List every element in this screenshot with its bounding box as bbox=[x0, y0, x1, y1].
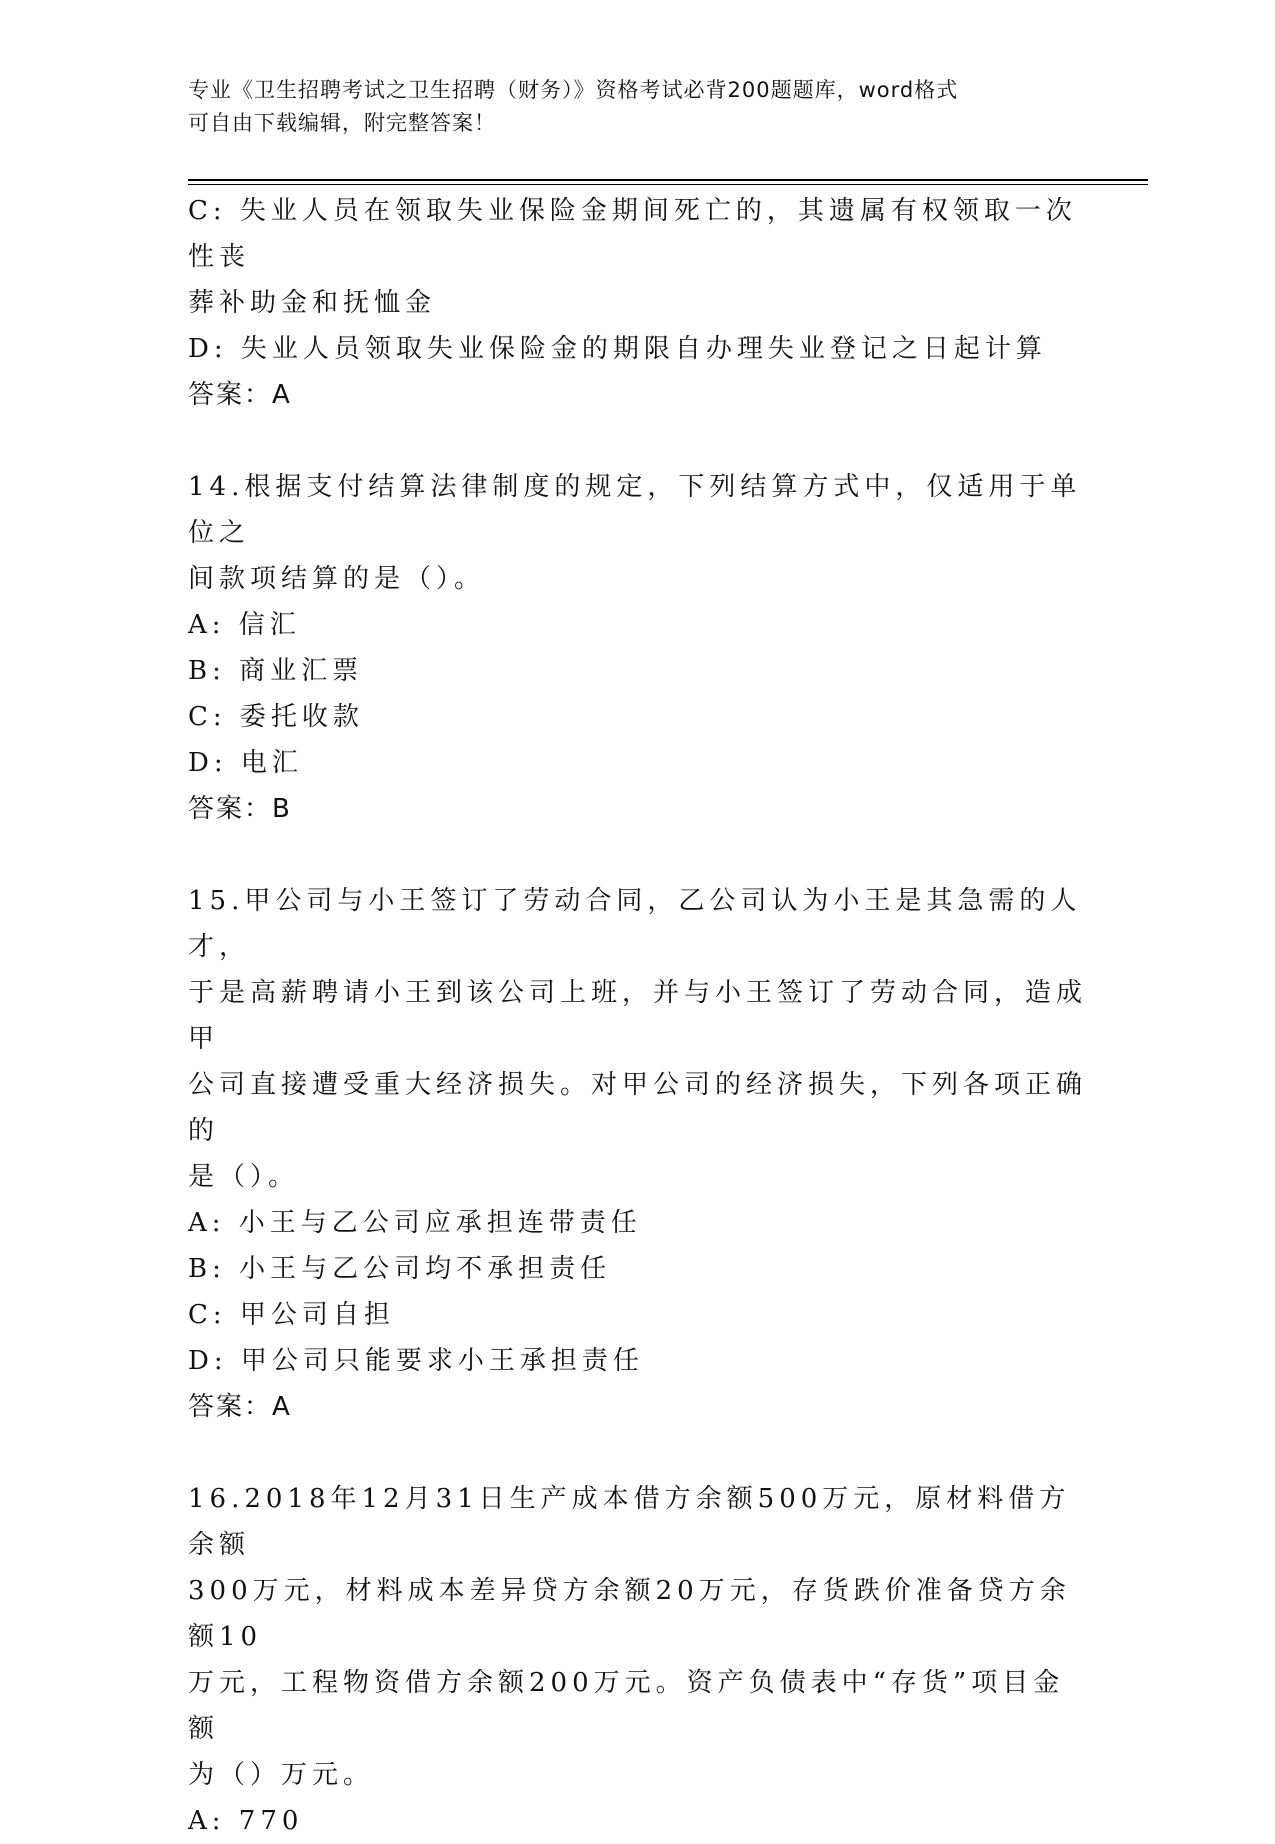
question-15 bbox=[188, 878, 1088, 1430]
option-c-line2: 葬补助金和抚恤金 bbox=[188, 288, 437, 318]
header-title-line1: 专业《卫生招聘考试之卫生招聘（财务）》资格考试必背200题题库，word格式 bbox=[188, 78, 959, 102]
option-d: D: 失业人员领取失业保险金的期限自办理失业登记之日起计算 bbox=[188, 334, 1047, 364]
question-stem-line4: 为（）万元。 bbox=[188, 1760, 375, 1790]
option-a: A: 小王与乙公司应承担连带责任 bbox=[188, 1208, 642, 1238]
question-stem-line2: 300万元，材料成本差异贷方余额20万元，存货跌价准备贷方余额10 bbox=[188, 1576, 1071, 1652]
option-c-line1: C: 失业人员在领取失业保险金期间死亡的，其遗属有权领取一次性丧 bbox=[188, 196, 1077, 272]
option-a: A: 信汇 bbox=[188, 610, 301, 640]
document-header bbox=[188, 74, 1088, 140]
question-stem-line4: 是（）。 bbox=[188, 1162, 300, 1192]
answer: 答案：B bbox=[188, 794, 292, 824]
question-stem-line1: 14.根据支付结算法律制度的规定，下列结算方式中，仅适用于单位之 bbox=[188, 472, 1082, 548]
header-title-line2: 可自由下载编辑，附完整答案！ bbox=[188, 111, 496, 135]
question-list bbox=[188, 188, 1088, 1844]
answer: 答案：A bbox=[188, 380, 292, 410]
option-b: B: 小王与乙公司均不承担责任 bbox=[188, 1254, 612, 1284]
spacer bbox=[188, 832, 1088, 878]
option-d: D: 甲公司只能要求小王承担责任 bbox=[188, 1346, 644, 1376]
option-d: D: 电汇 bbox=[188, 748, 303, 778]
question-stem-line1: 16.2018年12月31日生产成本借方余额500万元，原材料借方余额 bbox=[188, 1484, 1071, 1560]
header-rule-thick bbox=[188, 179, 1148, 181]
spacer bbox=[188, 1430, 1088, 1476]
option-a: A: 770 bbox=[188, 1806, 304, 1836]
spacer bbox=[188, 418, 1088, 464]
question-13 bbox=[188, 188, 1088, 418]
question-stem-line2: 于是高薪聘请小王到该公司上班，并与小王签订了劳动合同，造成甲 bbox=[188, 978, 1088, 1054]
option-c: C: 委托收款 bbox=[188, 702, 364, 732]
question-14 bbox=[188, 464, 1088, 832]
option-c: C: 甲公司自担 bbox=[188, 1300, 395, 1330]
header-rule-thin bbox=[188, 184, 1148, 185]
question-16 bbox=[188, 1476, 1088, 1844]
option-b: B: 商业汇票 bbox=[188, 656, 364, 686]
answer: 答案：A bbox=[188, 1392, 292, 1422]
question-stem-line3: 万元，工程物资借方余额200万元。资产负债表中“存货”项目金额 bbox=[188, 1668, 1065, 1744]
question-stem-line1: 15.甲公司与小王签订了劳动合同，乙公司认为小王是其急需的人才， bbox=[188, 886, 1082, 962]
question-stem-line3: 公司直接遭受重大经济损失。对甲公司的经济损失，下列各项正确的 bbox=[188, 1070, 1088, 1146]
question-stem-line2: 间款项结算的是（）。 bbox=[188, 564, 486, 594]
